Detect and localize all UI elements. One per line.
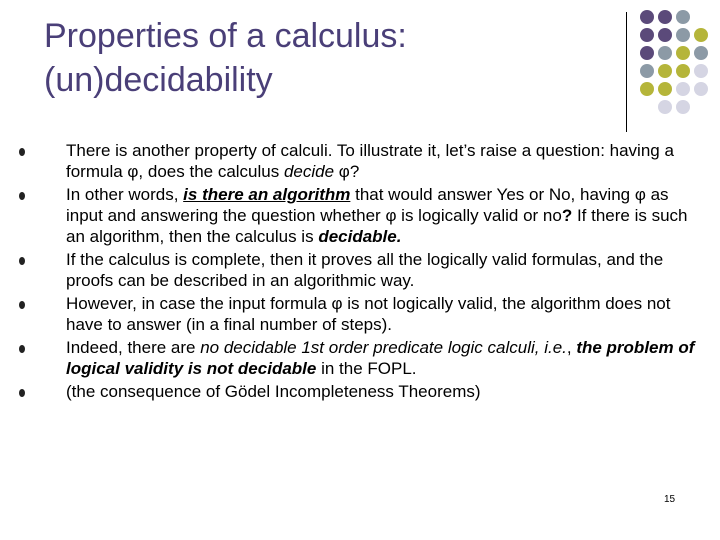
bullet-icon bbox=[19, 257, 25, 265]
bullet-2-text: In other words, bbox=[66, 185, 184, 204]
decorative-dot bbox=[658, 46, 672, 60]
decorative-dot bbox=[640, 64, 654, 78]
list-item bbox=[18, 184, 698, 247]
decorative-dot bbox=[676, 100, 690, 114]
bullet-4-text: However, in case the input formula φ is not logically valid, the algorithm does not have to answer (in a final number of steps). bbox=[66, 294, 671, 334]
bullet-icon bbox=[19, 345, 25, 353]
decorative-dot bbox=[676, 46, 690, 60]
decorative-dot bbox=[694, 82, 708, 96]
decorative-dot bbox=[640, 46, 654, 60]
bullet-5-emphasis: no decidable 1st order predicate logic calculi, i.e. bbox=[200, 338, 567, 357]
decorative-dot-grid bbox=[640, 10, 720, 122]
list-item bbox=[18, 337, 698, 379]
bullet-5-text: Indeed, there are bbox=[66, 338, 201, 357]
decorative-dot bbox=[658, 28, 672, 42]
bullet-icon bbox=[19, 389, 25, 397]
slide-title-line-2: (un)decidability bbox=[44, 61, 273, 99]
bullet-icon bbox=[19, 301, 25, 309]
decorative-dot bbox=[640, 28, 654, 42]
decorative-dot bbox=[658, 64, 672, 78]
list-item bbox=[18, 249, 698, 291]
decorative-divider bbox=[626, 12, 627, 132]
bullet-2-emphasis: is there an algorithm bbox=[183, 185, 351, 204]
decorative-dot bbox=[676, 28, 690, 42]
bullet-5-strong: the problem of logical validity is not decidable bbox=[66, 338, 695, 378]
bullet-icon bbox=[19, 192, 25, 200]
bullet-1-text: There is another property of calculi. To illustrate it, let’s raise a question: having a formula φ, does the calculus bbox=[66, 141, 674, 181]
bullet-5-end: in the FOPL. bbox=[316, 359, 417, 378]
decorative-dot bbox=[676, 64, 690, 78]
decorative-dot bbox=[658, 10, 672, 24]
bullet-2-decidable: decidable. bbox=[318, 227, 402, 246]
slide-title bbox=[44, 14, 604, 102]
page-number: 15 bbox=[664, 494, 676, 505]
decorative-dot bbox=[694, 28, 708, 42]
bullet-2-continue: If there is such an algorithm, then the calculus is bbox=[66, 206, 688, 246]
bullet-6-text: (the consequence of Gödel Incompleteness Theorems) bbox=[66, 382, 481, 401]
list-item bbox=[18, 381, 698, 402]
decorative-dot bbox=[676, 10, 690, 24]
bullet-5-comma: , bbox=[566, 338, 577, 357]
bullet-1-emphasis: decide bbox=[283, 162, 335, 181]
list-item bbox=[18, 293, 698, 335]
list-item bbox=[18, 140, 698, 182]
decorative-dot bbox=[694, 46, 708, 60]
decorative-dot bbox=[640, 82, 654, 96]
bullet-3-text: If the calculus is complete, then it proves all the logically valid formulas, and the proofs can be described in an algorithmic way. bbox=[66, 250, 664, 290]
bullet-1-end: φ? bbox=[334, 162, 360, 181]
decorative-dot bbox=[694, 64, 708, 78]
decorative-dot bbox=[640, 10, 654, 24]
decorative-dot bbox=[676, 82, 690, 96]
bullet-icon bbox=[19, 148, 25, 156]
slide-title-line-1: Properties of a calculus: bbox=[44, 17, 407, 55]
bullet-2-question-mark: ? bbox=[561, 206, 573, 225]
bullet-2-middle: that would answer Yes or No, having φ as input and answering the question whether φ is logically valid or no bbox=[66, 185, 669, 225]
bullet-list bbox=[18, 140, 698, 402]
decorative-dot bbox=[658, 82, 672, 96]
decorative-dot bbox=[658, 100, 672, 114]
